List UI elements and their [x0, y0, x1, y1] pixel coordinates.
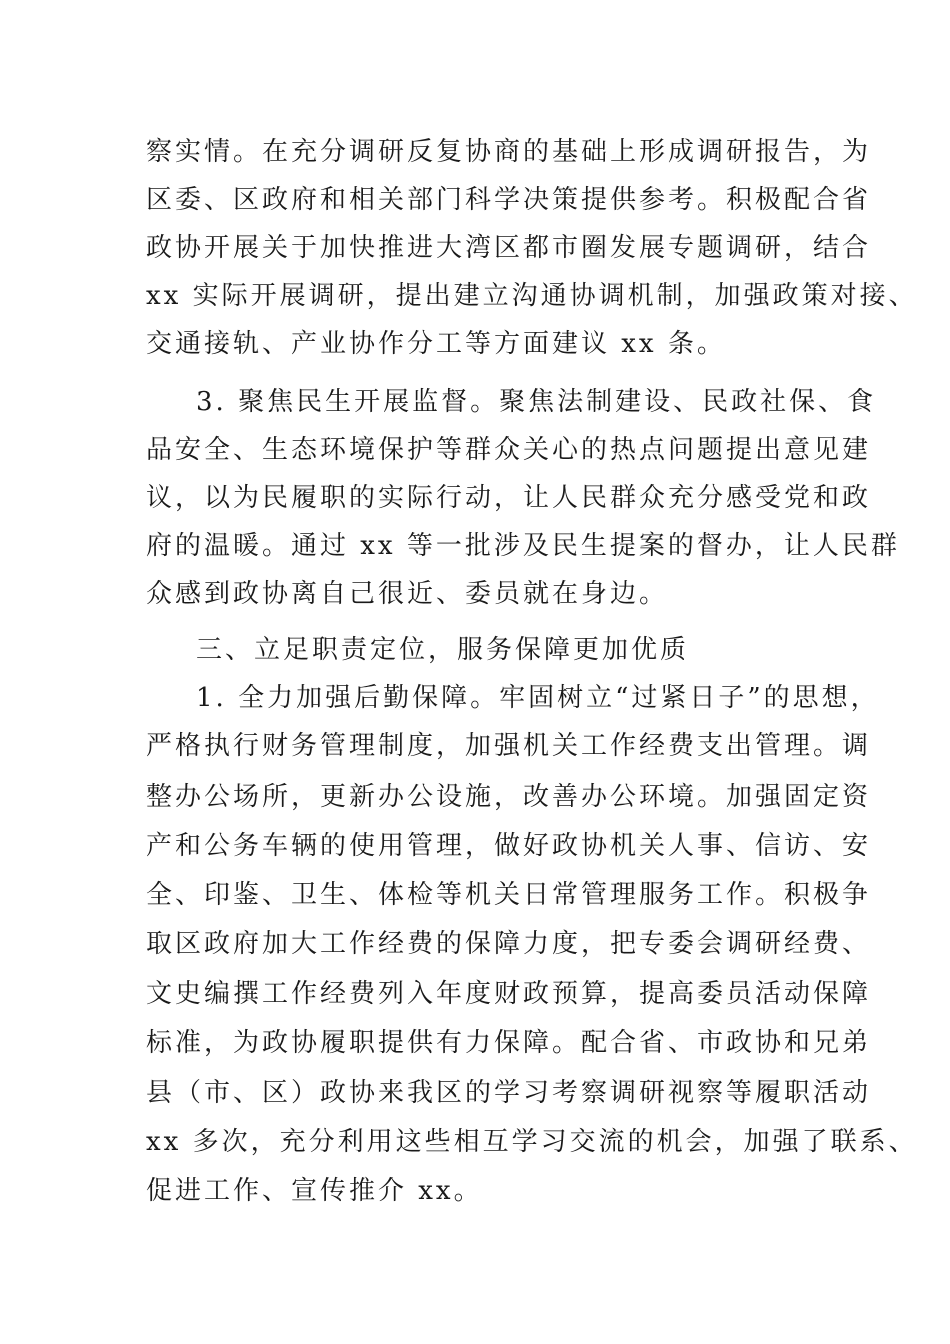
text-line: 取区政府加大工作经费的保障力度，把专委会调研经费、 — [146, 929, 872, 959]
text-line: 整办公场所，更新办公设施，改善办公环境。加强固定资 — [146, 782, 872, 812]
text-line: 区委、区政府和相关部门科学决策提供参考。积极配合省 — [146, 185, 872, 215]
text-line: 文史编撰工作经费列入年度财政预算，提高委员活动保障 — [146, 979, 872, 1009]
text-line: 1. 全力加强后勤保障。牢固树立“过紧日子”的思想， — [196, 683, 880, 713]
text-line: xx 实际开展调研，提出建立沟通协调机制，加强政策对接、 — [146, 281, 918, 311]
text-line: xx 多次，充分利用这些相互学习交流的机会，加强了联系、 — [146, 1127, 918, 1157]
text-line: 交通接轨、产业协作分工等方面建议 xx 条。 — [146, 329, 726, 359]
text-line: 促进工作、宣传推介 xx。 — [146, 1176, 483, 1206]
text-line: 县（市、区）政协来我区的学习考察调研视察等履职活动 — [146, 1078, 872, 1108]
text-line: 众感到政协离自己很近、委员就在身边。 — [146, 579, 669, 609]
section-heading: 三、立足职责定位，服务保障更加优质 — [196, 635, 690, 665]
text-line: 府的温暖。通过 xx 等一批涉及民生提案的督办，让人民群 — [146, 531, 900, 561]
text-line: 政协开展关于加快推进大湾区都市圈发展专题调研，结合 — [146, 233, 872, 263]
text-line: 全、印鉴、卫生、体检等机关日常管理服务工作。积极争 — [146, 880, 872, 910]
text-line: 察实情。在充分调研反复协商的基础上形成调研报告，为 — [146, 137, 872, 167]
text-line: 3. 聚焦民生开展监督。聚焦法制建设、民政社保、食 — [196, 387, 877, 417]
text-line: 品安全、生态环境保护等群众关心的热点问题提出意见建 — [146, 435, 872, 465]
text-line: 议，以为民履职的实际行动，让人民群众充分感受党和政 — [146, 483, 872, 513]
text-line: 产和公务车辆的使用管理，做好政协机关人事、信访、安 — [146, 831, 872, 861]
text-line: 标准，为政协履职提供有力保障。配合省、市政协和兄弟 — [146, 1028, 872, 1058]
text-line: 严格执行财务管理制度，加强机关工作经费支出管理。调 — [146, 731, 872, 761]
